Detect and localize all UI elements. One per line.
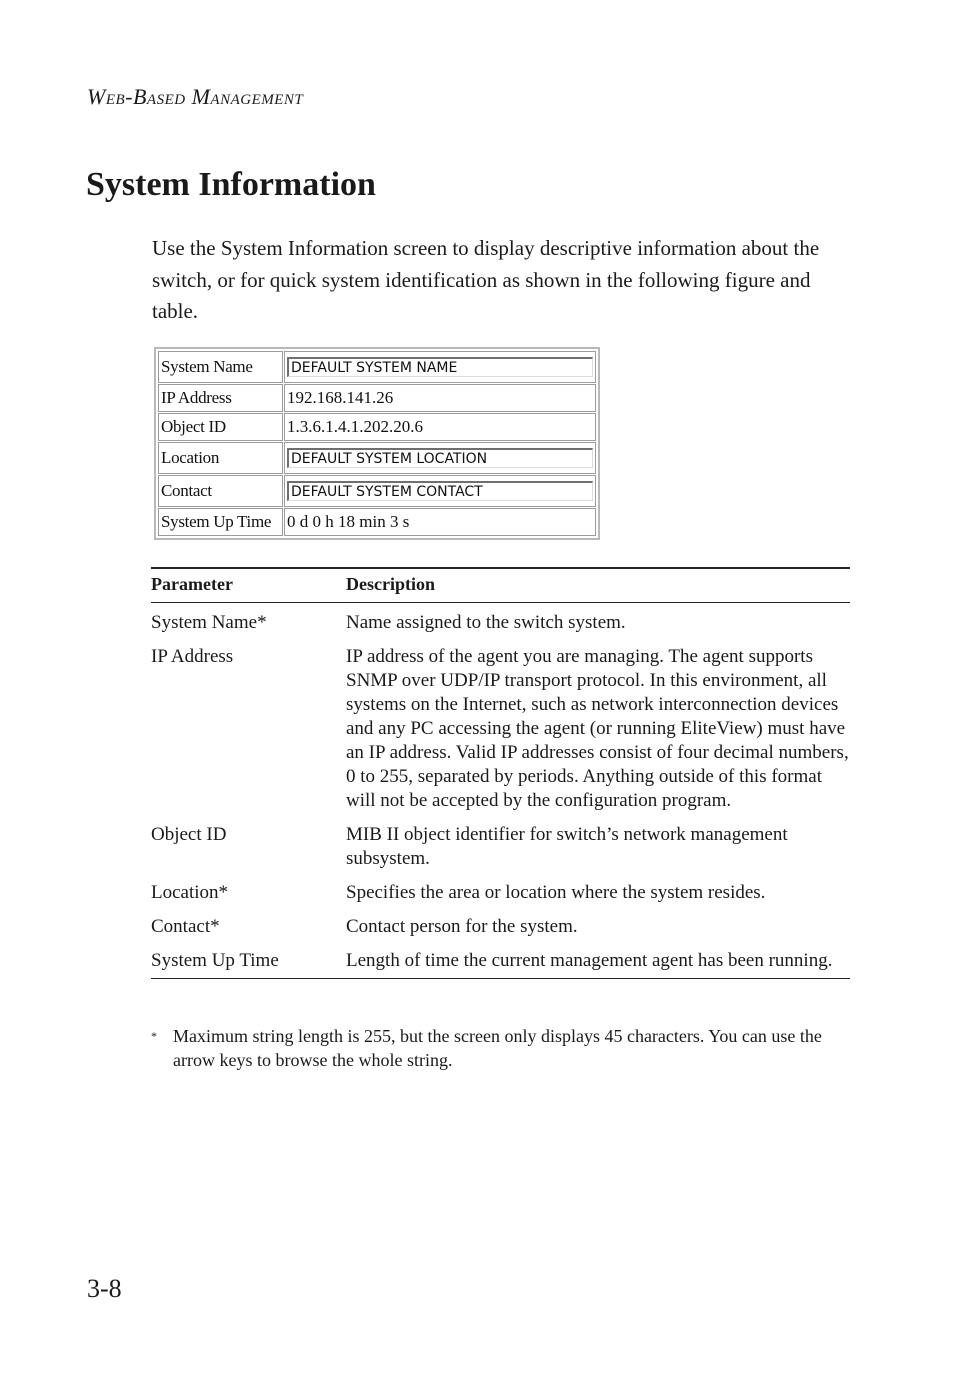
contact-input[interactable] xyxy=(287,481,593,501)
param-cell: IP Address xyxy=(151,646,234,667)
footnote-mark: * xyxy=(151,1029,157,1043)
param-cell: System Up Time xyxy=(151,945,346,979)
desc-cell: MIB II object identifier for switch’s network management subsystem. xyxy=(346,824,788,869)
panel-row-contact xyxy=(158,475,596,507)
desc-cell: Length of time the current management agent has been running. xyxy=(346,945,850,979)
param-cell: Object ID xyxy=(151,824,227,845)
param-cell: Contact* xyxy=(151,916,220,937)
desc-cell: Name assigned to the switch system. xyxy=(346,612,626,633)
param-cell: Location* xyxy=(151,882,229,903)
table-header-row xyxy=(151,568,850,603)
panel-row-object-id xyxy=(158,413,596,441)
intro-paragraph: Use the System Information screen to display descriptive information about the switch, or for quick system identification as shown in the following figure and table. xyxy=(152,236,820,323)
parameter-table xyxy=(151,567,850,979)
param-cell: System Name* xyxy=(151,612,267,633)
location-label: Location xyxy=(158,442,283,474)
system-name-label: System Name xyxy=(158,351,283,383)
table-row xyxy=(151,641,850,819)
system-up-time-value: 0 d 0 h 18 min 3 s xyxy=(284,508,596,536)
page-number: 3-8 xyxy=(87,1274,122,1303)
header-description: Description xyxy=(346,568,850,603)
system-information-panel xyxy=(154,347,600,540)
table-row xyxy=(151,819,850,877)
header-parameter: Parameter xyxy=(151,568,346,603)
panel-row-ip-address xyxy=(158,384,596,412)
panel-row-system-up-time xyxy=(158,508,596,536)
table-row xyxy=(151,911,850,945)
object-id-value: 1.3.6.1.4.1.202.20.6 xyxy=(284,413,596,441)
contact-label: Contact xyxy=(158,475,283,507)
location-input[interactable] xyxy=(287,448,593,468)
table-row xyxy=(151,603,850,642)
table-row xyxy=(151,945,850,979)
desc-cell: Specifies the area or location where the system resides. xyxy=(346,882,766,903)
panel-row-location xyxy=(158,442,596,474)
ip-address-label: IP Address xyxy=(158,384,283,412)
system-up-time-label: System Up Time xyxy=(158,508,283,536)
table-row xyxy=(151,877,850,911)
footnote-text: Maximum string length is 255, but the screen only displays 45 characters. You can use the arrow keys to browse the whole string. xyxy=(173,1026,822,1070)
object-id-label: Object ID xyxy=(158,413,283,441)
page-title: System Information xyxy=(86,166,376,203)
panel-row-system-name xyxy=(158,351,596,383)
footnote xyxy=(151,1024,851,1072)
running-head: Web-Based Management xyxy=(87,84,304,109)
desc-cell: IP address of the agent you are managing. The agent supports SNMP over UDP/IP transport protocol. In this environment, all systems on the Internet, such as network interconnection devices and any PC accessing the agent (or running EliteView) must have an IP address. Valid IP addresses consist of four decimal numbers, 0 to 255, separated by periods. Anything outside of this format will not be accepted by the configuration program. xyxy=(346,646,849,811)
ip-address-value: 192.168.141.26 xyxy=(284,384,596,412)
desc-cell: Contact person for the system. xyxy=(346,916,578,937)
system-name-input[interactable] xyxy=(287,357,593,377)
